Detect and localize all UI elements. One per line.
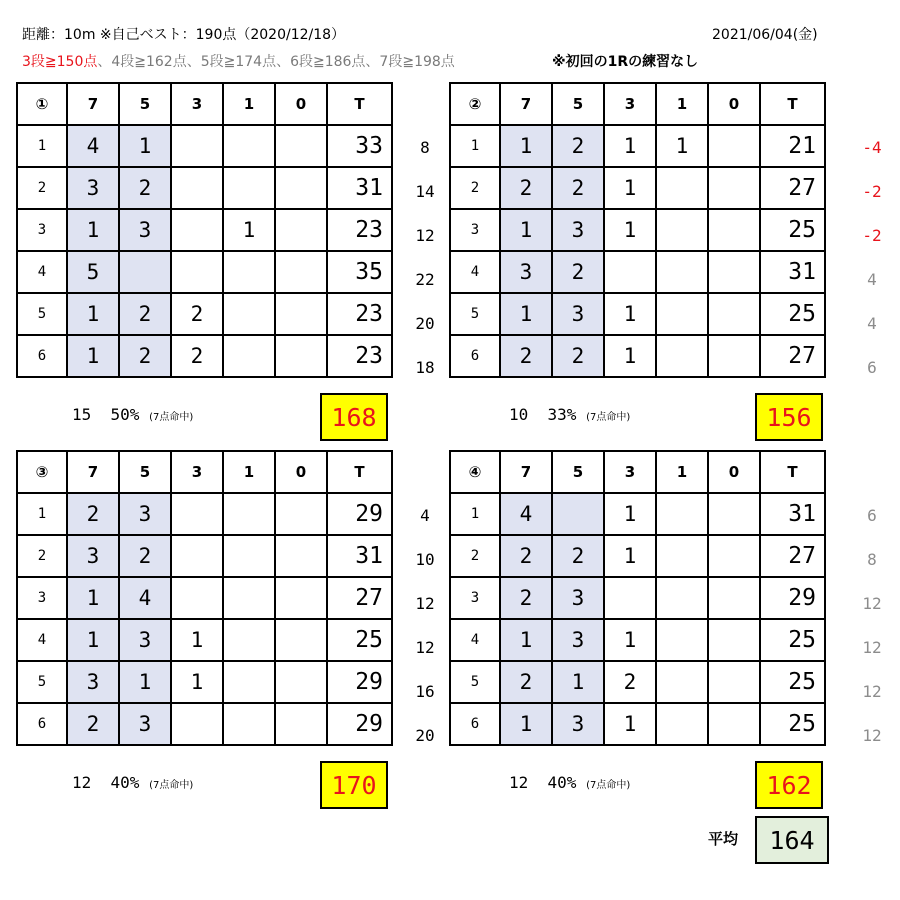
count-cell-7: 4 [500,493,552,535]
end-total: 25 [327,619,392,661]
table-row [17,167,392,209]
count-cell-5: 1 [119,125,171,167]
count-cell-7: 3 [67,167,119,209]
difference-value: 12 [862,726,882,745]
side-value: 12 [415,226,435,245]
count-cell-3 [171,167,223,209]
count-cell-5: 3 [119,493,171,535]
end-number: 4 [17,251,67,293]
count-cell-0 [708,661,760,703]
column-header-T: T [760,451,825,493]
hit-count: 12 [509,773,529,792]
average-score: 164 [755,816,829,864]
end-number: 5 [17,293,67,335]
rank-thresholds [22,53,455,71]
count-cell-5: 4 [119,577,171,619]
end-number: 3 [450,209,500,251]
end-total: 21 [760,125,825,167]
count-cell-5: 2 [552,167,604,209]
end-number: 2 [450,535,500,577]
count-cell-0 [275,251,327,293]
count-cell-5: 2 [119,293,171,335]
count-cell-0 [275,293,327,335]
count-cell-7: 1 [67,209,119,251]
header-row [17,83,392,125]
header-row [450,83,825,125]
end-number: 5 [450,661,500,703]
side-value: 14 [415,182,435,201]
table-row [450,125,825,167]
count-cell-0 [708,619,760,661]
count-cell-3 [171,535,223,577]
count-cell-0 [708,335,760,377]
table-row [450,335,825,377]
count-cell-1 [656,661,708,703]
end-total: 29 [760,577,825,619]
count-cell-5: 3 [552,577,604,619]
count-cell-3 [171,577,223,619]
difference-value: 12 [862,682,882,701]
column-header-0: 0 [275,83,327,125]
count-cell-7: 2 [500,661,552,703]
count-cell-1 [223,251,275,293]
count-cell-3: 1 [171,661,223,703]
count-cell-1 [223,493,275,535]
header-row [17,451,392,493]
count-cell-5: 3 [552,619,604,661]
count-cell-7: 1 [500,703,552,745]
table-row [17,535,392,577]
count-cell-3: 2 [604,661,656,703]
count-cell-0 [275,535,327,577]
column-header-5: 5 [119,83,171,125]
count-cell-7: 1 [500,293,552,335]
count-cell-3: 2 [171,293,223,335]
count-cell-7: 2 [500,577,552,619]
end-total: 29 [327,703,392,745]
column-header-T: T [327,451,392,493]
count-cell-7: 2 [67,493,119,535]
end-number: 5 [17,661,67,703]
difference-value: 6 [867,358,877,377]
end-total: 31 [760,493,825,535]
side-value: 12 [415,638,435,657]
count-cell-3 [604,577,656,619]
count-cell-7: 2 [500,335,552,377]
count-cell-5: 2 [119,167,171,209]
column-header-1: 1 [656,451,708,493]
hit-percentage-note: (7点命中) [149,412,194,423]
difference-value: -2 [862,226,882,245]
count-cell-1 [656,703,708,745]
column-header-5: 5 [119,451,171,493]
count-cell-5: 2 [552,125,604,167]
count-cell-1 [656,335,708,377]
count-cell-1 [223,167,275,209]
count-cell-5: 3 [119,703,171,745]
table-row [17,661,392,703]
count-cell-5: 2 [119,335,171,377]
round-label: ① [17,83,67,125]
count-cell-3 [171,493,223,535]
end-number: 6 [17,703,67,745]
hit-count: 10 [509,405,529,424]
end-number: 3 [450,577,500,619]
end-number: 1 [450,493,500,535]
column-header-3: 3 [604,83,656,125]
end-total: 27 [760,167,825,209]
count-cell-3 [604,251,656,293]
count-cell-3: 2 [171,335,223,377]
difference-value: -4 [862,138,882,157]
count-cell-1: 1 [656,125,708,167]
count-cell-7: 3 [67,661,119,703]
table-row [17,293,392,335]
hit-percentage-note: (7点命中) [586,412,631,423]
table-row [17,577,392,619]
difference-value: 12 [862,594,882,613]
table-row [450,577,825,619]
hit-stats [509,405,630,428]
count-cell-1 [656,619,708,661]
count-cell-3: 1 [604,209,656,251]
round-total: 168 [320,393,388,441]
end-total: 23 [327,293,392,335]
end-total: 23 [327,335,392,377]
difference-value: 6 [867,506,877,525]
count-cell-7: 3 [67,535,119,577]
end-number: 6 [17,335,67,377]
count-cell-0 [275,577,327,619]
count-cell-0 [275,335,327,377]
column-header-7: 7 [67,83,119,125]
count-cell-0 [275,703,327,745]
practice-note: ※初回の1Rの練習なし [552,54,699,70]
end-number: 3 [17,577,67,619]
side-value: 4 [420,506,430,525]
column-header-0: 0 [708,451,760,493]
end-total: 27 [760,535,825,577]
column-header-T: T [760,83,825,125]
column-header-5: 5 [552,83,604,125]
count-cell-3: 1 [604,293,656,335]
round-label: ② [450,83,500,125]
end-number: 2 [17,535,67,577]
end-total: 23 [327,209,392,251]
end-total: 25 [760,209,825,251]
table-row [17,251,392,293]
column-header-1: 1 [223,451,275,493]
count-cell-3 [171,251,223,293]
count-cell-1 [223,661,275,703]
end-total: 29 [327,661,392,703]
count-cell-5 [552,493,604,535]
count-cell-1 [656,167,708,209]
round-total: 170 [320,761,388,809]
count-cell-7: 1 [500,619,552,661]
count-cell-0 [708,125,760,167]
column-header-0: 0 [275,451,327,493]
table-row [17,703,392,745]
end-number: 4 [450,619,500,661]
count-cell-0 [275,493,327,535]
column-header-3: 3 [171,83,223,125]
hit-stats [72,773,193,796]
end-total: 25 [760,661,825,703]
count-cell-5: 3 [119,619,171,661]
table-row [17,619,392,661]
side-value: 10 [415,550,435,569]
rank-threshold-3dan: 3段≧150点 [22,54,98,70]
side-value: 8 [420,138,430,157]
column-header-5: 5 [552,451,604,493]
table-row [450,493,825,535]
side-value: 22 [415,270,435,289]
count-cell-1 [656,293,708,335]
difference-value: 4 [867,270,877,289]
count-cell-5: 2 [552,251,604,293]
count-cell-0 [275,209,327,251]
rank-threshold-others: 、4段≧162点、5段≧174点、6段≧186点、7段≧198点 [97,54,455,70]
count-cell-0 [708,493,760,535]
round-4-table [449,450,826,746]
end-total: 31 [327,535,392,577]
count-cell-0 [275,167,327,209]
column-header-7: 7 [500,83,552,125]
hit-stats [72,405,193,428]
table-row [17,493,392,535]
count-cell-5: 1 [119,661,171,703]
round-total: 162 [755,761,823,809]
count-cell-3: 1 [604,535,656,577]
hit-percentage: 40% [547,773,577,792]
round-total: 156 [755,393,823,441]
count-cell-5 [119,251,171,293]
end-total: 25 [760,293,825,335]
end-number: 5 [450,293,500,335]
hit-percentage-note: (7点命中) [149,780,194,791]
end-total: 27 [760,335,825,377]
end-number: 4 [17,619,67,661]
count-cell-5: 3 [552,293,604,335]
difference-value: 8 [867,550,877,569]
count-cell-0 [708,535,760,577]
column-header-7: 7 [67,451,119,493]
count-cell-7: 4 [67,125,119,167]
count-cell-0 [708,577,760,619]
column-header-7: 7 [500,451,552,493]
column-header-1: 1 [656,83,708,125]
count-cell-5: 2 [552,335,604,377]
end-number: 2 [450,167,500,209]
count-cell-0 [275,661,327,703]
count-cell-1 [223,293,275,335]
end-total: 25 [760,703,825,745]
table-row [17,335,392,377]
hit-percentage: 40% [110,773,140,792]
count-cell-7: 2 [500,535,552,577]
end-total: 25 [760,619,825,661]
count-cell-1 [223,125,275,167]
average-label: 平均 [708,830,739,848]
count-cell-1: 1 [223,209,275,251]
session-date: 2021/06/04(金) [712,27,818,43]
end-number: 6 [450,703,500,745]
end-total: 31 [760,251,825,293]
count-cell-7: 1 [500,209,552,251]
count-cell-7: 1 [67,335,119,377]
count-cell-1 [223,335,275,377]
count-cell-1 [656,535,708,577]
side-value: 16 [415,682,435,701]
end-number: 4 [450,251,500,293]
difference-value: 4 [867,314,877,333]
count-cell-7: 2 [67,703,119,745]
table-row [17,125,392,167]
round-3-table [16,450,393,746]
table-row [450,209,825,251]
round-1-table [16,82,393,378]
count-cell-3: 1 [604,125,656,167]
count-cell-3 [171,125,223,167]
end-number: 1 [450,125,500,167]
count-cell-3: 1 [604,335,656,377]
end-total: 35 [327,251,392,293]
header-row [450,451,825,493]
count-cell-3: 1 [604,619,656,661]
count-cell-1 [656,493,708,535]
count-cell-3 [171,209,223,251]
count-cell-1 [656,209,708,251]
side-value: 18 [415,358,435,377]
count-cell-0 [708,703,760,745]
table-row [450,535,825,577]
round-label: ③ [17,451,67,493]
count-cell-1 [223,703,275,745]
column-header-3: 3 [604,451,656,493]
count-cell-0 [275,619,327,661]
column-header-3: 3 [171,451,223,493]
column-header-T: T [327,83,392,125]
end-total: 33 [327,125,392,167]
count-cell-5: 3 [552,209,604,251]
count-cell-1 [656,577,708,619]
count-cell-7: 3 [500,251,552,293]
end-total: 29 [327,493,392,535]
difference-value: 12 [862,638,882,657]
table-row [450,251,825,293]
count-cell-0 [708,209,760,251]
hit-percentage-note: (7点命中) [586,780,631,791]
side-value: 20 [415,314,435,333]
hit-percentage: 50% [110,405,140,424]
hit-percentage: 33% [547,405,577,424]
table-row [450,703,825,745]
count-cell-7: 1 [67,577,119,619]
count-cell-0 [708,251,760,293]
hit-count: 12 [72,773,92,792]
count-cell-1 [223,619,275,661]
column-header-0: 0 [708,83,760,125]
count-cell-3: 1 [604,703,656,745]
end-number: 1 [17,125,67,167]
end-number: 1 [17,493,67,535]
round-2-table [449,82,826,378]
count-cell-7: 1 [500,125,552,167]
count-cell-1 [656,251,708,293]
difference-value: -2 [862,182,882,201]
count-cell-5: 3 [119,209,171,251]
table-row [450,619,825,661]
count-cell-5: 1 [552,661,604,703]
count-cell-5: 2 [119,535,171,577]
count-cell-3 [171,703,223,745]
count-cell-7: 2 [500,167,552,209]
count-cell-3: 1 [604,493,656,535]
count-cell-5: 3 [552,703,604,745]
end-number: 6 [450,335,500,377]
end-total: 31 [327,167,392,209]
end-total: 27 [327,577,392,619]
count-cell-7: 1 [67,619,119,661]
count-cell-7: 5 [67,251,119,293]
side-value: 12 [415,594,435,613]
end-number: 3 [17,209,67,251]
column-header-1: 1 [223,83,275,125]
end-number: 2 [17,167,67,209]
table-row [450,661,825,703]
count-cell-3: 1 [171,619,223,661]
count-cell-3: 1 [604,167,656,209]
count-cell-5: 2 [552,535,604,577]
count-cell-0 [275,125,327,167]
table-row [17,209,392,251]
distance-and-best: 距離：10m ※自己ベスト：190点（2020/12/18） [22,27,346,43]
count-cell-7: 1 [67,293,119,335]
hit-stats [509,773,630,796]
table-row [450,167,825,209]
round-label: ④ [450,451,500,493]
count-cell-1 [223,577,275,619]
count-cell-0 [708,167,760,209]
count-cell-1 [223,535,275,577]
side-value: 20 [415,726,435,745]
hit-count: 15 [72,405,92,424]
count-cell-0 [708,293,760,335]
table-row [450,293,825,335]
